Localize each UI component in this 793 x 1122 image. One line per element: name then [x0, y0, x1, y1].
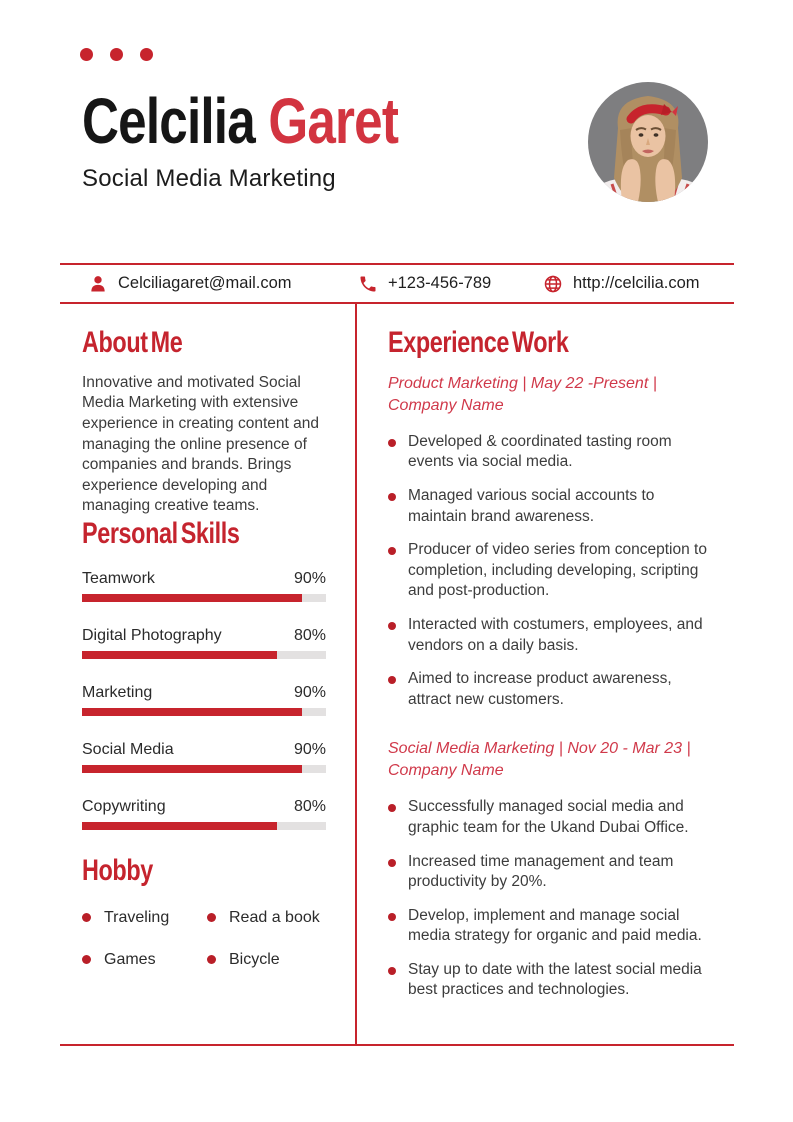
- hobby-item-traveling: [82, 909, 207, 927]
- skills-title: Personal Skills: [82, 516, 240, 550]
- hobby-item-read-a-book: [207, 909, 326, 927]
- job-bullet: [388, 669, 713, 710]
- job-bullet-text: Interacted with costumers, employees, and vendors on a daily basis.: [408, 615, 703, 654]
- bullet-dot-icon: [388, 547, 396, 555]
- skill-bar-track: [82, 822, 326, 830]
- skill-bar-fill: [82, 651, 277, 659]
- decorative-dots: [80, 48, 153, 61]
- skill-bar-track: [82, 765, 326, 773]
- bullet-dot-icon: [207, 913, 216, 922]
- skill-item-social-media: [82, 740, 326, 773]
- job-bullet: [388, 797, 713, 838]
- job-bullet-text: Stay up to date with the latest social media best practices and technologies.: [408, 960, 702, 999]
- about-title: About Me: [82, 326, 183, 359]
- skill-bar-fill: [82, 708, 302, 716]
- globe-icon: [543, 274, 563, 294]
- bullet-dot-icon: [388, 967, 396, 975]
- job-bullet: [388, 906, 713, 947]
- job-bullet: [388, 615, 713, 656]
- job-bullet-text: Develop, implement and manage social media strategy for organic and paid media.: [408, 906, 702, 945]
- profile-photo: [588, 82, 708, 202]
- hobby-list: [82, 909, 326, 969]
- contact-phone-text: +123-456-789: [388, 274, 492, 292]
- job-bullet-list: [388, 797, 713, 1001]
- bullet-dot-icon: [388, 493, 396, 501]
- bullet-dot-icon: [388, 439, 396, 447]
- contact-website-text: http://celcilia.com: [573, 274, 700, 292]
- skill-item-copywriting: [82, 797, 326, 830]
- contact-email-text: Celciliagaret@mail.com: [118, 274, 292, 292]
- red-dot: [140, 48, 153, 61]
- experience-title: Experience Work: [388, 326, 569, 359]
- skill-bar-fill: [82, 765, 302, 773]
- skill-label: Marketing: [82, 683, 153, 701]
- contact-website: [543, 265, 700, 302]
- hobby-item-bicycle: [207, 951, 326, 969]
- contact-email: [88, 265, 292, 302]
- hobby-label: Traveling: [104, 908, 170, 926]
- about-text: Innovative and motivated Social Media Marketing with extensive experience in creating content and managing the online presence of companies and brands. Brings experience developing and managing creative teams.: [82, 373, 319, 515]
- hobby-label: Games: [104, 950, 156, 968]
- skill-item-digital-photography: [82, 626, 326, 659]
- person-name: [82, 85, 399, 157]
- job-heading: Product Marketing | May 22 -Present | Company Name: [388, 374, 657, 414]
- person-last-name: Garet: [268, 85, 399, 157]
- skill-percent: 80%: [293, 626, 326, 644]
- hobby-title: Hobby: [82, 853, 153, 887]
- header: [82, 85, 477, 193]
- job-bullet-text: Managed various social accounts to maintain brand awareness.: [408, 486, 655, 525]
- red-dot: [110, 48, 123, 61]
- skill-item-marketing: [82, 683, 326, 716]
- bullet-dot-icon: [82, 955, 91, 964]
- job-bullet: [388, 540, 713, 602]
- bullet-dot-icon: [388, 804, 396, 812]
- skill-label: Copywriting: [82, 797, 166, 815]
- job-bullet: [388, 960, 713, 1001]
- skill-percent: 80%: [293, 797, 326, 815]
- person-role: Social Media Marketing: [82, 165, 336, 193]
- skill-bar-track: [82, 708, 326, 716]
- person-first-name: Celcilia: [82, 85, 255, 157]
- skill-label: Teamwork: [82, 569, 155, 587]
- hobby-item-games: [82, 951, 207, 969]
- person-icon: [88, 274, 108, 294]
- column-divider: [355, 304, 357, 1044]
- job-heading: Social Media Marketing | Nov 20 - Mar 23 | Company Name: [388, 740, 691, 780]
- job-bullet-text: Producer of video series from conception to completion, including developing, scripting and post-production.: [408, 541, 707, 600]
- skill-bar-fill: [82, 594, 302, 602]
- contact-phone: [358, 265, 491, 302]
- right-column: [388, 326, 713, 1014]
- job-bullet-text: Increased time management and team productivity by 20%.: [408, 852, 674, 891]
- job-bullet-text: Developed & coordinated tasting room events via social media.: [408, 432, 672, 471]
- skill-bar-track: [82, 594, 326, 602]
- skill-bar-track: [82, 651, 326, 659]
- skill-bar-fill: [82, 822, 277, 830]
- skill-label: Digital Photography: [82, 626, 222, 644]
- footer-rule: [60, 1044, 734, 1046]
- bullet-dot-icon: [388, 676, 396, 684]
- bullet-dot-icon: [82, 913, 91, 922]
- skill-percent: 90%: [293, 569, 326, 587]
- left-column: [82, 326, 326, 969]
- bullet-dot-icon: [388, 859, 396, 867]
- phone-icon: [358, 274, 378, 294]
- bullet-dot-icon: [388, 913, 396, 921]
- bullet-dot-icon: [207, 955, 216, 964]
- skill-label: Social Media: [82, 740, 174, 758]
- hobby-label: Bicycle: [229, 950, 280, 968]
- hobby-label: Read a book: [229, 908, 320, 926]
- skill-percent: 90%: [293, 740, 326, 758]
- job-bullet: [388, 432, 713, 473]
- job-bullet: [388, 486, 713, 527]
- job-bullet-text: Successfully managed social media and graphic team for the Ukand Dubai Office.: [408, 798, 689, 836]
- job-bullet-text: Aimed to increase product awareness, attract new customers.: [408, 670, 672, 708]
- skill-item-teamwork: [82, 569, 326, 602]
- skill-percent: 90%: [293, 683, 326, 701]
- contact-bar: [60, 263, 734, 304]
- bullet-dot-icon: [388, 622, 396, 630]
- job-bullet-list: [388, 432, 713, 711]
- job-bullet: [388, 852, 713, 893]
- profile-photo-illustration: [588, 82, 708, 202]
- red-dot: [80, 48, 93, 61]
